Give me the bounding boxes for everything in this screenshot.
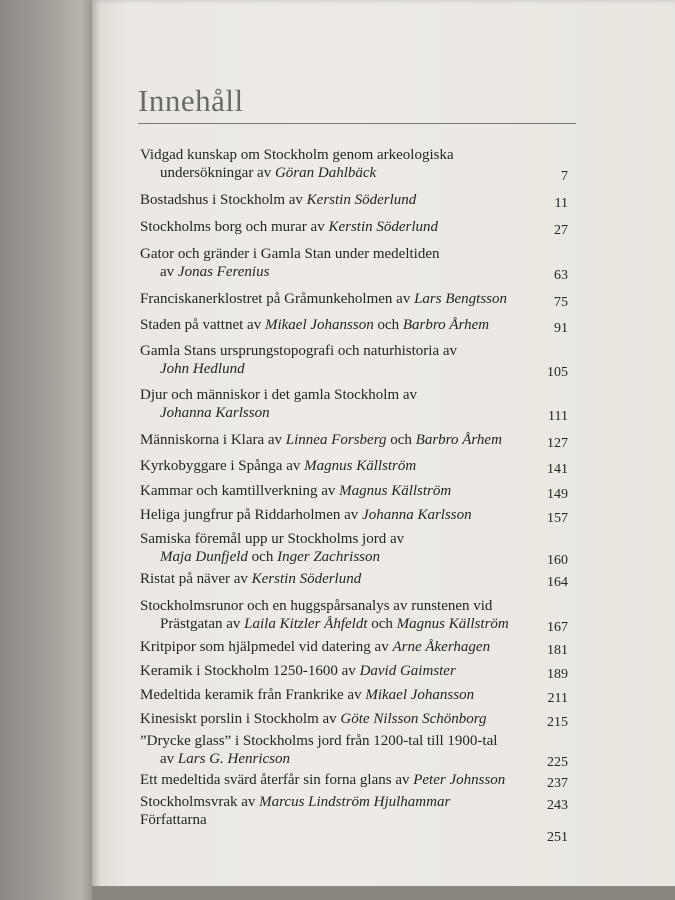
toc-entry-author-2: Barbro Århem <box>402 317 490 333</box>
toc-entry-page: 111 <box>548 409 568 424</box>
toc-entry-author: Kerstin Söderlund <box>328 219 439 235</box>
toc-entry-page: 225 <box>547 755 568 770</box>
toc-entry-line <box>140 662 580 680</box>
toc-entry-title: Franciskanerklostret på Gråmunkeholmen av <box>140 291 415 307</box>
toc-entry-line2 <box>140 750 580 768</box>
toc-entry-page: 11 <box>554 196 568 211</box>
toc-entry-title-cont: Prästgatan av <box>160 616 245 632</box>
toc-entry <box>140 218 580 236</box>
toc-entry-title: Heliga jungfrur på Riddarholmen av <box>140 507 363 523</box>
toc-entry-author-2: Magnus Källström <box>396 616 509 632</box>
toc-entry-title: Människorna i Klara av <box>140 432 286 448</box>
toc-entry-page: 127 <box>547 436 568 451</box>
toc-entry-line2 <box>140 263 580 281</box>
toc-entry-author-2: Inger Zachrisson <box>277 549 380 565</box>
toc-entry <box>140 710 580 728</box>
toc-entry-conjunction: och <box>247 549 278 565</box>
toc-entry-line <box>140 457 580 475</box>
toc-entry-author: Göran Dahlbäck <box>274 165 377 181</box>
toc-entry-line2 <box>140 615 580 633</box>
toc-entry-page: 189 <box>547 667 568 682</box>
toc-entry-page: 63 <box>554 268 568 283</box>
toc-entry <box>140 245 580 281</box>
toc-entry-page: 211 <box>547 691 568 706</box>
toc-entry-title: Samiska föremål upp ur Stockholms jord av <box>140 531 405 547</box>
toc-entry-line <box>140 431 580 449</box>
toc-entry <box>140 638 580 656</box>
toc-entry-conjunction: och <box>367 616 397 632</box>
toc-entry-line <box>140 686 580 704</box>
toc-entry-author: John Hedlund <box>160 361 245 377</box>
toc-entry-title: Gator och gränder i Gamla Stan under medeltiden <box>140 246 440 262</box>
toc-entry-page: 157 <box>547 511 568 526</box>
toc-entry-conjunction: och <box>373 317 403 333</box>
toc-entry-author: Peter Johnsson <box>413 772 506 788</box>
toc-entry-author: Jonas Ferenius <box>177 264 270 280</box>
toc-entry-line <box>140 570 580 588</box>
toc-entry-author: Kerstin Söderlund <box>306 192 417 208</box>
toc-entry-title: Stockholmsrunor och en huggspårsanalys av runstenen vid <box>140 598 493 614</box>
toc-entry-title: Ristat på näver av <box>140 571 252 587</box>
toc-entry-page: 75 <box>554 295 568 310</box>
toc-entry-title: Kammar och kamtillverkning av <box>140 483 340 499</box>
toc-entry-title: ”Drycke glass” i Stockholms jord från 1200-tal till 1900-tal <box>140 733 498 749</box>
toc-entry <box>140 431 580 449</box>
toc-entry-title: Stockholmsvrak av <box>140 794 260 810</box>
toc-entry-author: Arne Åkerhagen <box>392 639 491 655</box>
toc-entry <box>140 732 580 768</box>
toc-entry-page: 160 <box>547 553 568 568</box>
toc-entry-page: 215 <box>547 715 568 730</box>
toc-entry-page: 91 <box>554 321 568 336</box>
toc-entry-page: 237 <box>547 776 568 791</box>
toc-entry-author: Laila Kitzler Åhfeldt <box>244 616 368 632</box>
toc-entry-line <box>140 218 580 236</box>
toc-entry-line <box>140 290 580 308</box>
toc-entry-page: 181 <box>547 643 568 658</box>
toc-entry-line <box>140 771 580 789</box>
toc-entry-author: Linnea Forsberg <box>285 432 387 448</box>
toc-entry-line <box>140 710 580 728</box>
toc-entry <box>140 570 580 588</box>
toc-entry <box>140 457 580 475</box>
toc-entry-line <box>140 316 580 334</box>
toc-entry-page: 7 <box>561 169 568 184</box>
toc-entry-title: Författarna <box>140 812 207 828</box>
toc-entry-title: Vidgad kunskap om Stockholm genom arkeologiska <box>140 147 454 163</box>
toc-entry-line2 <box>140 164 580 182</box>
toc-entry-title-cont: undersökningar av <box>160 165 275 181</box>
toc-entry <box>140 811 580 845</box>
toc-entry-title: Bostadshus i Stockholm av <box>140 192 307 208</box>
toc-entry-author: Magnus Källström <box>339 483 452 499</box>
toc-entry-author: Mikael Johansson <box>264 317 374 333</box>
toc-entry-title-cont: av <box>160 751 178 767</box>
toc-entry-page: 164 <box>547 575 568 590</box>
toc-entry-author-2: Barbro Århem <box>415 432 502 448</box>
toc-entry-author: Lars Bengtsson <box>414 291 508 307</box>
toc-entry-title: Gamla Stans ursprungstopografi och naturhistoria av <box>140 343 458 359</box>
toc-entry-title: Stockholms borg och murar av <box>140 219 329 235</box>
toc-entry <box>140 686 580 704</box>
toc-entry <box>140 290 580 308</box>
toc-entry-page: 251 <box>547 830 568 845</box>
toc-entry <box>140 386 580 422</box>
toc-entry-author: Kerstin Söderlund <box>251 571 362 587</box>
toc-entry-page: 243 <box>547 798 568 813</box>
toc-entry <box>140 506 580 524</box>
toc-entry-page: 167 <box>547 620 568 635</box>
toc-entry-title: Medeltida keramik från Frankrike av <box>140 687 366 703</box>
toc-entry-line <box>140 793 580 811</box>
toc-entry-line <box>140 506 580 524</box>
toc-entry-title: Kyrkobyggare i Spånga av <box>140 458 305 474</box>
toc-entry <box>140 342 580 378</box>
toc-entry-author: Marcus Lindström Hjulhammar <box>259 794 451 810</box>
toc-entry-author: Göte Nilsson Schönborg <box>340 711 487 727</box>
toc-entry-line <box>140 638 580 656</box>
toc-entry-author: Maja Dunfjeld <box>160 549 248 565</box>
toc-entry <box>140 771 580 789</box>
toc-entry-conjunction: och <box>386 432 416 448</box>
toc-entry-author: David Gaimster <box>359 663 456 679</box>
toc-entry <box>140 793 580 811</box>
toc-entry-author: Johanna Karlsson <box>160 405 270 421</box>
toc-entry-title: Kinesiskt porslin i Stockholm av <box>140 711 341 727</box>
toc-entry <box>140 482 580 500</box>
toc-entry-title: Djur och människor i det gamla Stockholm av <box>140 387 418 403</box>
toc-entry <box>140 146 580 182</box>
toc-entry-page: 149 <box>547 487 568 502</box>
toc-entry-title: Ett medeltida svärd återfår sin forna glans av <box>140 772 414 788</box>
toc-entry-line2 <box>140 548 580 566</box>
toc-entry <box>140 191 580 209</box>
toc-entry-title: Keramik i Stockholm 1250-1600 av <box>140 663 360 679</box>
toc-entry <box>140 662 580 680</box>
toc-entry <box>140 530 580 566</box>
toc-entry-page: 141 <box>547 462 568 477</box>
toc-entry-author: Johanna Karlsson <box>362 507 472 523</box>
toc-entry-title: Staden på vattnet av <box>140 317 265 333</box>
toc-entry-title: Kritpipor som hjälpmedel vid datering av <box>140 639 393 655</box>
toc-entry-author: Lars G. Henricson <box>177 751 291 767</box>
toc-entry-page: 105 <box>547 365 568 380</box>
toc-entry-line <box>140 191 580 209</box>
toc-entry-title-cont: av <box>160 264 178 280</box>
toc-entry <box>140 597 580 633</box>
toc-entry <box>140 316 580 334</box>
page-title: Innehåll <box>138 83 244 118</box>
toc-entry-line <box>140 482 580 500</box>
toc-entry-page: 27 <box>554 223 568 238</box>
toc-entry-author: Magnus Källström <box>304 458 417 474</box>
toc-entry-author: Mikael Johansson <box>365 687 475 703</box>
